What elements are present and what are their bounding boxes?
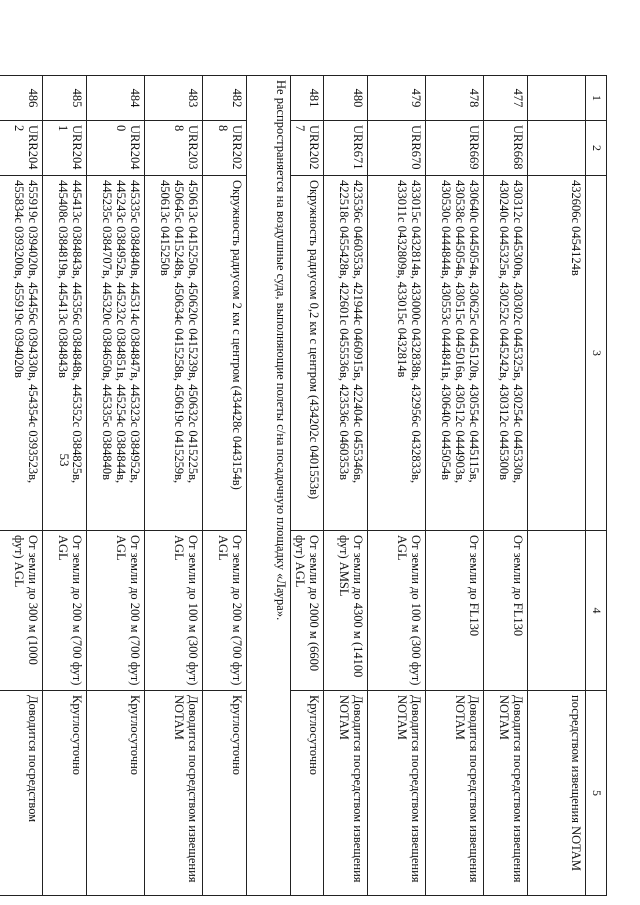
altitude-cell: От земли до 100 м (300 фут) AGL — [145, 531, 203, 691]
page-number: 53 — [57, 453, 72, 467]
zone-code-cell: URR668 — [484, 121, 528, 176]
row-number-cell: 484 — [87, 76, 145, 121]
table-row — [528, 76, 586, 896]
table-header-row — [586, 76, 607, 896]
notice-cell: Доводится посредством извещения NOTAM — [324, 691, 368, 896]
coordinates-cell: 433015с 0432814в, 433000с 0432838в, 432956с 0432833в, 433011с 0432809в, 433015с 0432814в — [368, 176, 426, 531]
notice-cell: Круглосуточно — [43, 691, 87, 896]
coordinates-cell: 432606с 0454124в — [528, 176, 586, 531]
column-header: 3 — [586, 176, 607, 531]
coordinates-cell: 423536с 0460353в, 421944с 0460915в, 422404с 0455346в, 422518с 0455428в, 422601с 0455536в, 423536с 0460353в — [324, 176, 368, 531]
altitude-cell: От земли до 4300 м (14100 фут) AMSL — [324, 531, 368, 691]
coordinates-cell: 430640с 0445054в, 430625с 0445120в, 430554с 0445115в, 430538с 0445054в, 430515с 0445016в, 430512с 0444903в, 430530с 0444844в, 430553с 0444841в, 430640с 0445054в — [426, 176, 484, 531]
altitude-cell: От земли до 200 м (700 фут) AGL — [203, 531, 247, 691]
airspace-table — [0, 75, 607, 896]
notice-cell: посредством извещения NOTAM — [528, 691, 586, 896]
row-number-cell: 479 — [368, 76, 426, 121]
table-viewport — [12, 75, 607, 895]
notice-cell: Круглосуточно — [291, 691, 324, 896]
rotated-table-container — [12, 75, 607, 895]
notice-cell: Доводится посредством извещения NOTAM — [426, 691, 484, 896]
zone-code-cell: URR2040 — [87, 121, 145, 176]
zone-code-cell — [528, 121, 586, 176]
zone-code-cell: URR2028 — [203, 121, 247, 176]
zone-code-cell: URR671 — [324, 121, 368, 176]
notice-cell: Доводится посредством — [0, 691, 43, 896]
coordinates-cell: 450613с 0415250в, 450620с 0415239в, 450632с 0415225в, 450645с 0415248в, 450634с 0415258в, 450619с 0415259в, 450613с 0415250в — [145, 176, 203, 531]
row-number-cell: 477 — [484, 76, 528, 121]
column-header: 2 — [586, 121, 607, 176]
table-row — [203, 76, 247, 896]
table-row — [145, 76, 203, 896]
column-header: 1 — [586, 76, 607, 121]
coordinates-cell: 430312с 0445300в, 430302с 0445325в, 430254с 0445330в, 430240с 0445325в, 430252с 0445242в, 430312с 0445300в — [484, 176, 528, 531]
notice-cell: Доводится посредством извещения NOTAM — [484, 691, 528, 896]
notice-cell: Доводится посредством извещения NOTAM — [145, 691, 203, 896]
row-number-cell: 486 — [0, 76, 43, 121]
table-row — [484, 76, 528, 896]
column-header: 4 — [586, 531, 607, 691]
table-row — [368, 76, 426, 896]
note-cell: Не распространяется на воздушные суда, выполняющие полеты с/на посадочную площадку «Лаура». — [247, 76, 291, 896]
table-row — [0, 76, 43, 896]
zone-code-cell: URR2041 — [43, 121, 87, 176]
table-note-row — [247, 76, 291, 896]
coordinates-cell: Окружность радиусом 0,2 км с центром (434202с 0401553в) — [291, 176, 324, 531]
coordinates-cell: 445413с 0384843в, 445356с 0384848в, 445352с 0384825в, 445408с 0384819в, 445413с 0384843в — [43, 176, 87, 531]
coordinates-cell: 445335с 0384840в, 445314с 0384847в, 445323с 0384952в, 445243с 0384952в, 445232с 0384851в, 445254с 0384844в, 445235с 0384707в, 445320с 0384650в, 445335с 0384840в — [87, 176, 145, 531]
table-row — [324, 76, 368, 896]
row-number-cell: 482 — [203, 76, 247, 121]
row-number-cell: 480 — [324, 76, 368, 121]
table-row — [291, 76, 324, 896]
altitude-cell: От земли до 200 м (700 фут) AGL — [87, 531, 145, 691]
table-row — [87, 76, 145, 896]
altitude-cell: От земли до 200 м (700 фут) AGL — [43, 531, 87, 691]
notice-cell: Доводится посредством извещения NOTAM — [368, 691, 426, 896]
zone-code-cell: URR2042 — [0, 121, 43, 176]
altitude-cell: От земли до FL130 — [484, 531, 528, 691]
zone-code-cell: URR669 — [426, 121, 484, 176]
row-number-cell: 478 — [426, 76, 484, 121]
row-number-cell: 481 — [291, 76, 324, 121]
row-number-cell — [528, 76, 586, 121]
notice-cell: Круглосуточно — [203, 691, 247, 896]
altitude-cell: От земли до FL130 — [426, 531, 484, 691]
column-header: 5 — [586, 691, 607, 896]
altitude-cell — [528, 531, 586, 691]
coordinates-cell: 455919с 0394020в, 454456с 0394330в, 454354с 0393523в, 455834с 0393200в, 455919с 0394020в — [0, 176, 43, 531]
zone-code-cell: URR670 — [368, 121, 426, 176]
zone-code-cell: URR2027 — [291, 121, 324, 176]
coordinates-cell: Окружность радиусом 2 км с центром (434428с 0443154в) — [203, 176, 247, 531]
table-row — [43, 76, 87, 896]
table-row — [426, 76, 484, 896]
zone-code-cell: URR2038 — [145, 121, 203, 176]
row-number-cell: 483 — [145, 76, 203, 121]
altitude-cell: От земли до 100 м (300 фут) AGL — [368, 531, 426, 691]
altitude-cell: От земли до 300 м (1000 фут) AGL — [0, 531, 43, 691]
notice-cell: Круглосуточно — [87, 691, 145, 896]
row-number-cell: 485 — [43, 76, 87, 121]
altitude-cell: От земли до 2000 м (6600 фут) AGL — [291, 531, 324, 691]
